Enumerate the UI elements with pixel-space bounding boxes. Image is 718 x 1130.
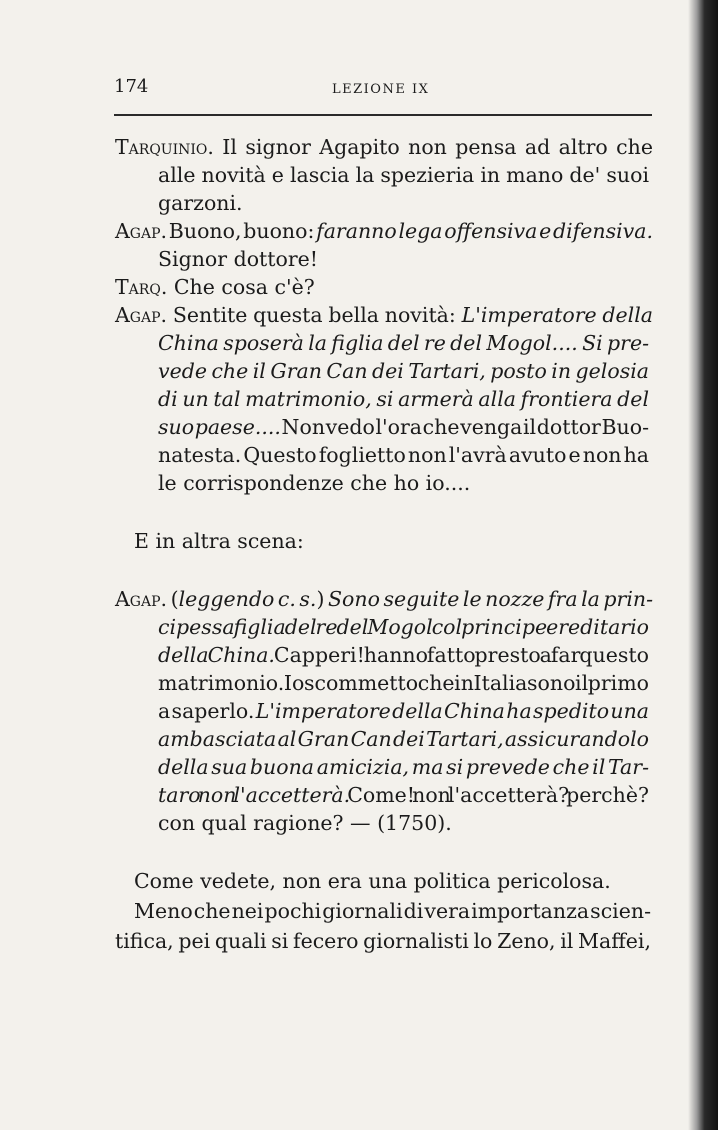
text-segment: ) [316, 587, 328, 611]
text-line [115, 585, 653, 613]
italic-text: taro non l'accetterà. [158, 783, 351, 807]
speaker-name: Agap [115, 587, 161, 611]
text-segment: con qual ragione? — (1750). [158, 811, 452, 835]
text-segment: . Sentite questa bella novità: [160, 303, 462, 327]
italic-text: Sono seguite le nozze fra la prin- [327, 587, 654, 611]
text-line [115, 273, 315, 301]
text-segment: natesta. Questo foglietto non l'avrà avuto e non ha [158, 443, 649, 467]
text-line [158, 697, 649, 725]
text-segment: . Il signor Agapito non pensa ad altro che [207, 135, 653, 159]
text-line [158, 809, 452, 837]
speaker-name: Tarquinio [115, 135, 208, 159]
speaker-name: Tarq [115, 275, 161, 299]
text-line [158, 357, 649, 385]
text-line [115, 133, 653, 161]
text-segment: Non vedo l'ora che venga il dottor Buo- [280, 415, 650, 439]
italic-text: ambasciata al Gran Can dei Tartari, assicurandolo [158, 727, 649, 751]
text-line [134, 527, 304, 555]
text-line [158, 469, 470, 497]
text-segment: . ( [160, 587, 179, 611]
text-line [115, 927, 651, 955]
text-line [158, 613, 649, 641]
italic-text: suo paese.... [158, 415, 281, 439]
text-line [158, 781, 649, 809]
text-line [158, 161, 649, 189]
italic-text: leggendo c. s. [178, 587, 317, 611]
italic-text: China sposerà la figlia del re del Mogol.... Si pre- [158, 331, 649, 355]
italic-text: L'imperatore della [461, 303, 653, 327]
text-segment: E in altra scena: [134, 529, 304, 553]
text-line [158, 413, 649, 441]
running-title: LEZIONE IX [332, 82, 430, 97]
text-line [134, 867, 611, 895]
text-line [158, 189, 243, 217]
text-segment: Signor dottore! [158, 247, 319, 271]
italic-text: di un tal matrimonio, si armerà alla frontiera del [158, 387, 649, 411]
text-segment: . Che cosa c'è? [160, 275, 315, 299]
italic-text: della sua buona amicizia, ma si prevede che il Tar- [158, 755, 649, 779]
text-segment: alle novità e lascia la spezieria in mano de' suoi [158, 163, 649, 187]
speaker-name: Agap [115, 303, 161, 327]
text-line [158, 669, 649, 697]
text-segment: tifica, pei quali si fecero giornalisti lo Zeno, il Maffei, [115, 929, 651, 953]
text-segment: a saperlo. [158, 699, 256, 723]
text-line [115, 217, 653, 245]
italic-text: della China. [158, 643, 275, 667]
text-segment: Come! non l'accetterà? perchè? [350, 783, 649, 807]
text-line [158, 753, 649, 781]
text-line [158, 329, 649, 357]
text-segment: Meno che nei pochi giornali di vera importanza scien- [134, 899, 651, 923]
text-segment: . Buono, buono: [160, 219, 317, 243]
text-line [158, 245, 318, 273]
speaker-name: Agap [115, 219, 161, 243]
text-line [158, 725, 649, 753]
text-segment: matrimonio. Io scommetto che in Italia sono il primo [158, 671, 649, 695]
text-line [158, 385, 649, 413]
header-rule [114, 114, 652, 116]
text-line [115, 301, 653, 329]
text-line [158, 641, 649, 669]
italic-text: faranno lega offensiva e difensiva. [316, 219, 653, 243]
text-segment: le corrispondenze che ho io.... [158, 471, 471, 495]
page-number: 174 [114, 76, 149, 97]
italic-text: L'imperatore della China ha spedito una [255, 699, 649, 723]
text-line [134, 897, 651, 925]
italic-text: vede che il Gran Can dei Tartari, posto in gelosia [158, 359, 649, 383]
text-line [158, 441, 649, 469]
text-segment: garzoni. [158, 191, 243, 215]
page-binding-edge [688, 0, 718, 1130]
text-segment: Capperi! hanno fatto presto a far questo [274, 643, 649, 667]
text-segment: Come vedete, non era una politica pericolosa. [134, 869, 611, 893]
italic-text: cipessa figlia del re del Mogol col principe ereditario [158, 615, 649, 639]
